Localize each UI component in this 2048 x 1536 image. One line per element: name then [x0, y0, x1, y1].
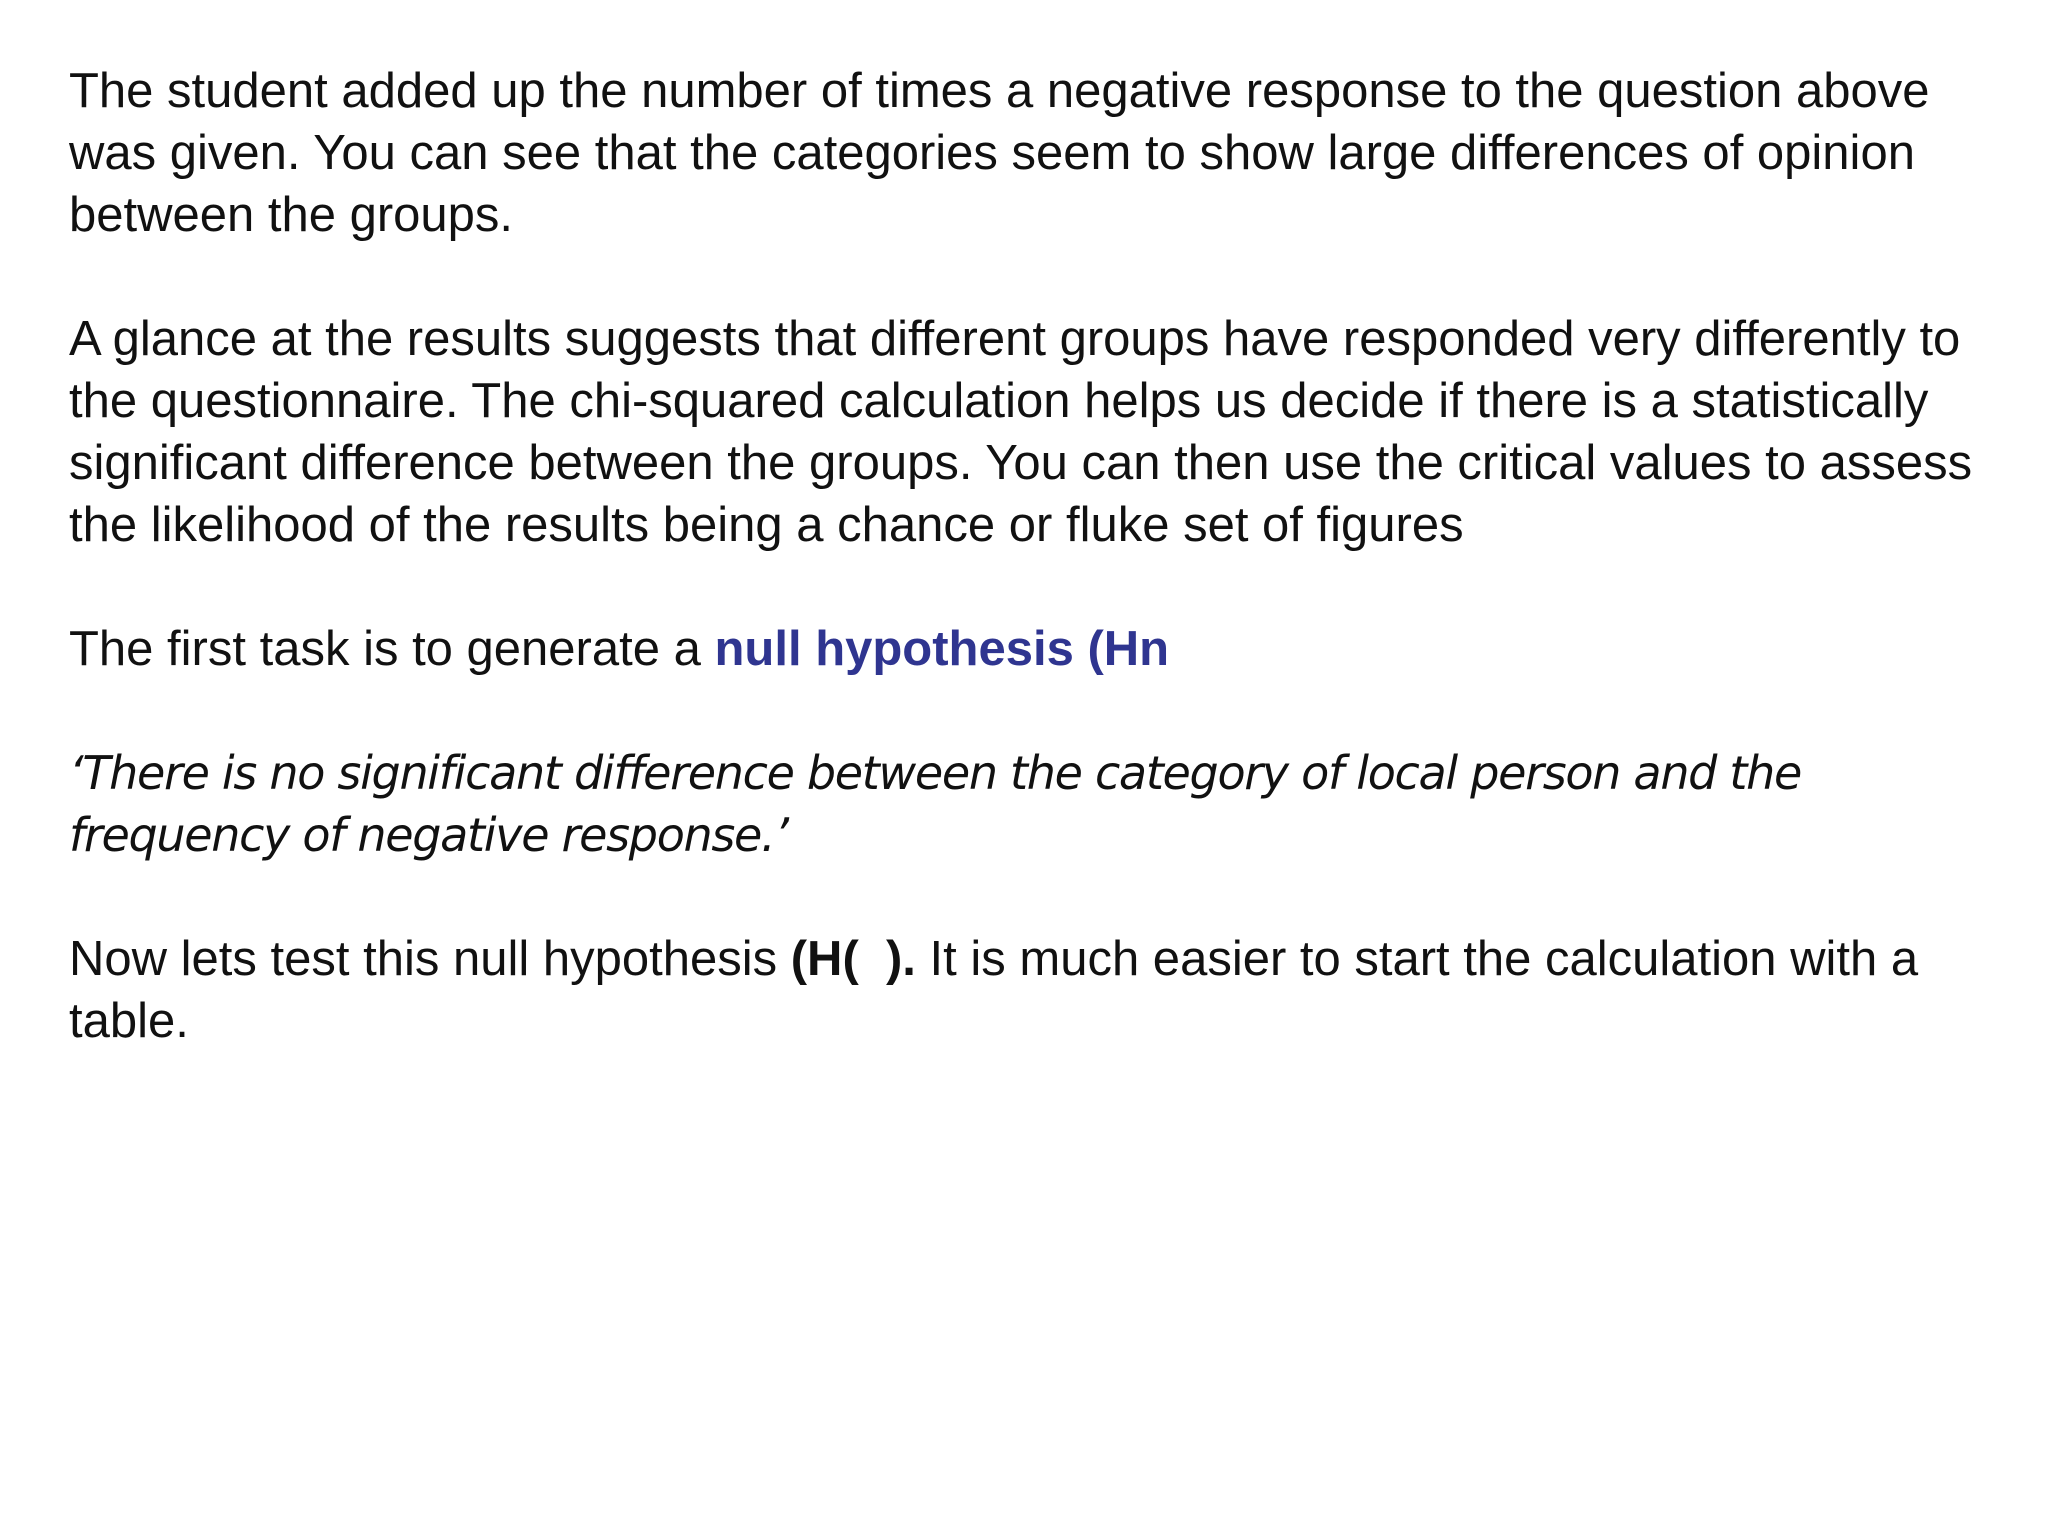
null-hypothesis-paragraph — [69, 618, 2009, 680]
spacer — [69, 866, 2009, 928]
hypothesis-quote: ‘There is no significant difference between the category of local person and the frequency of negative response.’ — [69, 746, 1801, 862]
intro-paragraph: The student added up the number of times a negative response to the question above was given. You can see that the categories seem to show large differences of opinion between the groups. — [69, 64, 1930, 242]
null-hypothesis-prefix: The first task is to generate a — [69, 622, 715, 676]
null-hypothesis-term: null hypothesis (Hn — [714, 622, 1170, 676]
hypothesis-symbol: (H( ). — [790, 932, 916, 986]
test-prefix: Now lets test this null hypothesis — [69, 932, 791, 986]
test-hypothesis-paragraph — [69, 928, 2009, 1052]
test-suffix: It is much easier to start the calculation with a table. — [69, 932, 1919, 1048]
spacer — [69, 680, 2009, 742]
chi-squared-paragraph: A glance at the results suggests that different groups have responded very differently to the questionnaire. The chi-squared calculation helps us decide if there is a statistically significant difference between the groups. You can then use the critical values to assess the likelihood of the results being a chance or fluke set of figures — [69, 312, 1973, 552]
spacer — [69, 556, 2009, 618]
document-body — [69, 60, 2009, 1052]
spacer — [69, 246, 2009, 308]
